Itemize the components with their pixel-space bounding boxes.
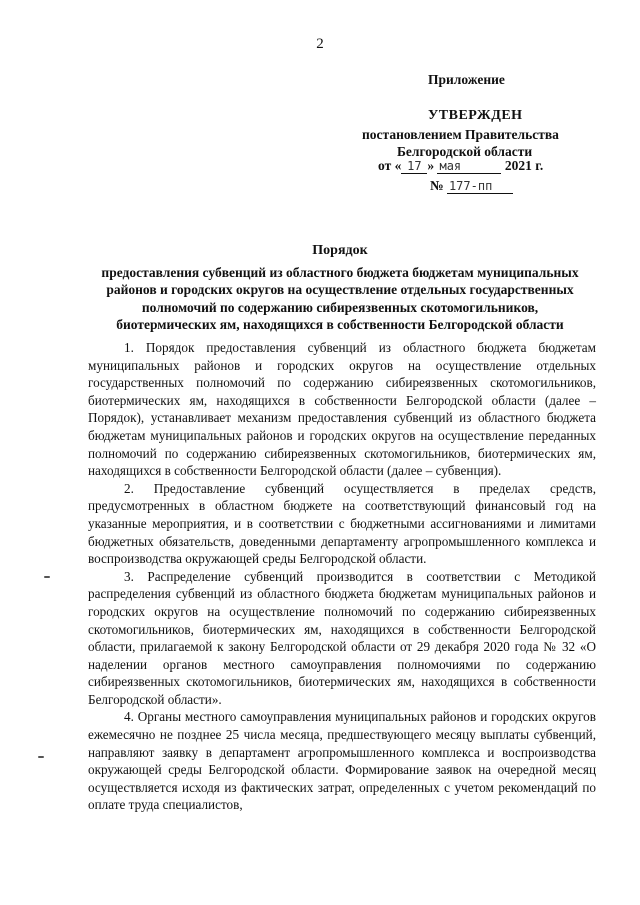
title-line-3: полномочий по содержанию сибиреязвенных скотомогильников, xyxy=(141,299,539,315)
approved-heading: УТВЕРЖДЕН xyxy=(428,108,523,123)
approval-number xyxy=(430,178,513,194)
date-prefix: от « xyxy=(378,158,402,173)
page-number: 2 xyxy=(316,36,324,52)
paragraph-2: 2. Предоставление субвенций осуществляется в пределах средств, предусмотренных в областном бюджете на соответствующий финансовый год на указанные мероприятия, и в соответствии с бюджетными ассигнованиями и лимитами бюджетных обязательств, доведенными департаменту агропромышленного комплекса и воспроизводства окружающей среды Белгородской области. xyxy=(88,480,596,567)
title-line-2: районов и городских округов на осуществление отдельных государственных xyxy=(106,282,574,297)
appendix-label: Приложение xyxy=(428,72,505,87)
date-year: 2021 г. xyxy=(504,158,544,173)
date-day-handwritten: 17 xyxy=(401,159,427,174)
document-title xyxy=(80,242,600,334)
scan-mark-left-1 xyxy=(44,576,50,578)
title-line-1: предоставления субвенций из областного бюджета бюджетам муниципальных xyxy=(101,264,579,280)
title-line-4: биотермических ям, находящихся в собственности Белгородской области xyxy=(116,317,564,332)
approval-date xyxy=(378,158,543,174)
paragraph-4: 4. Органы местного самоуправления муниципальных районов и городских округов ежемесячно не позднее 25 числа месяца, предшествующего месяцу выплаты субвенций, направляют заявку в департамент агропромышленного комплекса и воспроизводства окружающей среды Белгородской области. Формирование заявок на очередной месяц осуществляется исходя из фактических затрат, определенных с учетом рекомендаций по оплате труда специалистов, xyxy=(88,709,596,813)
approved-by-line: постановлением Правительства xyxy=(362,127,559,142)
scan-mark-left-2 xyxy=(38,756,44,758)
paragraph-1: 1. Порядок предоставления субвенций из областного бюджета бюджетам муниципальных районов и городских округов на осуществление отдельных государственных полномочий по содержанию сибиреязвенных скотомогильников, биотермических ям, находящихся в собственности Белгородской области (далее – Порядок), устанавливает механизм предоставления субвенций из областного бюджета бюджетам муниципальных районов и городских округов на осуществление переданных полномочий по содержанию сибиреязвенных скотомогильников, биотермических ям, находящихся в собственности Белгородской области (далее – субвенция). xyxy=(88,340,596,479)
document-body xyxy=(88,339,596,814)
date-month-handwritten: мая xyxy=(437,159,501,174)
title-heading: Порядок xyxy=(312,243,368,258)
date-mid: » xyxy=(427,158,435,173)
number-sign: № xyxy=(430,178,444,193)
approved-region-line: Белгородской области xyxy=(397,144,533,159)
paragraph-3: 3. Распределение субвенций производится в соответствии с Методикой распределения субвенций из областного бюджета бюджетам муниципальных районов и городских округов на осуществление полномочий по содержанию сибиреязвенных скотомогильников, биотермических ям, находящихся в собственности Белгородской области, прилагаемой к закону Белгородской области от 29 декабря 2020 года № 32 «О наделении органов местного самоуправления полномочиями по содержанию сибиреязвенных скотомогильников, биотермических ям, находящихся в собственности Белгородской области». xyxy=(88,568,596,707)
number-handwritten: 177-пп xyxy=(447,179,513,194)
